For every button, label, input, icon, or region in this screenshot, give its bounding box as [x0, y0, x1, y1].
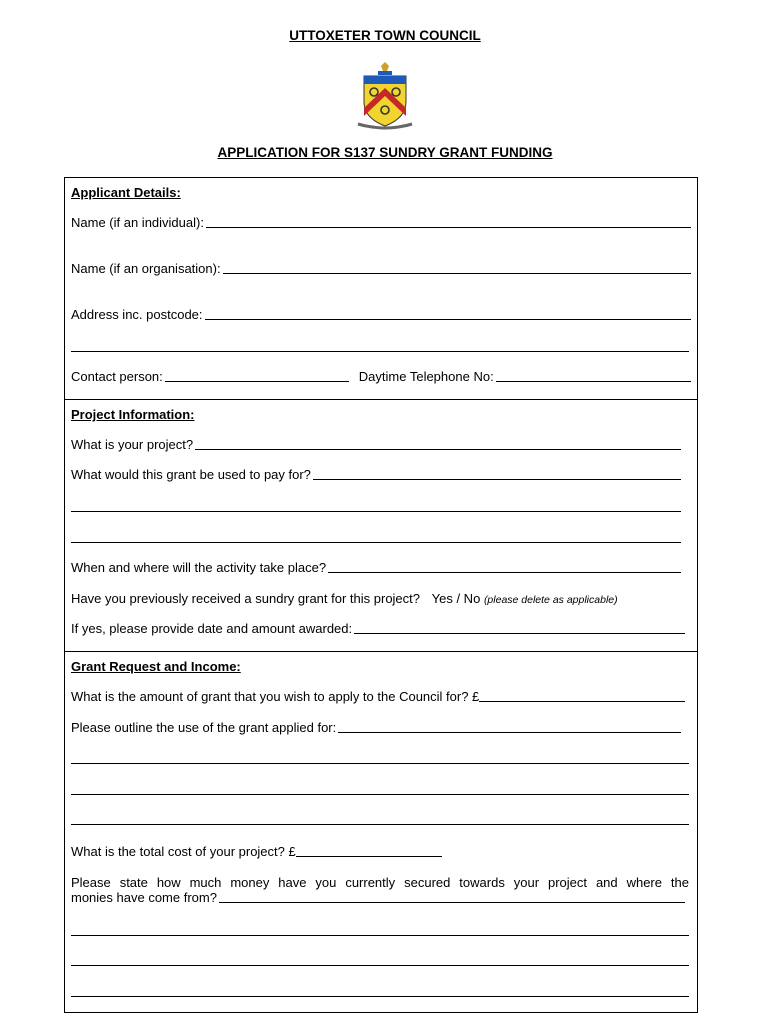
outline-use-field-line-3[interactable]: [71, 794, 689, 795]
address-field-line-2[interactable]: [71, 351, 689, 352]
when-where-label: When and where will the activity take place?: [71, 560, 327, 575]
secured-funds-label: Please state how much money have you currently secured towards your project and where the: [71, 875, 689, 890]
outline-use-field-line-4[interactable]: [71, 824, 689, 825]
grant-use-field[interactable]: [313, 479, 681, 480]
secured-funds-field-line-3[interactable]: [71, 965, 689, 966]
council-name-heading: UTTOXETER TOWN COUNCIL: [289, 28, 481, 43]
grant-amount-label: What is the amount of grant that you wish to apply to the Council for? £: [71, 689, 480, 704]
address-label: Address inc. postcode:: [71, 307, 203, 322]
total-cost-label: What is the total cost of your project? £: [71, 844, 296, 859]
outline-use-field[interactable]: [338, 732, 681, 733]
name-individual-label: Name (if an individual):: [71, 215, 204, 230]
previous-grant-label: Have you previously received a sundry grant for this project?: [71, 591, 421, 606]
secured-funds-field[interactable]: [219, 902, 685, 903]
grant-use-label: What would this grant be used to pay for?: [71, 467, 311, 482]
contact-person-label: Contact person:: [71, 369, 163, 384]
name-organisation-field[interactable]: [223, 273, 691, 274]
contact-person-field[interactable]: [165, 381, 349, 382]
section-divider: [65, 651, 697, 652]
previous-award-field[interactable]: [354, 633, 685, 634]
when-where-field[interactable]: [328, 572, 681, 573]
applicant-details-heading: Applicant Details:: [71, 185, 181, 200]
crest-stag-icon: [378, 62, 392, 75]
form-title: APPLICATION FOR S137 SUNDRY GRANT FUNDING: [217, 145, 553, 160]
secured-funds-field-line-2[interactable]: [71, 935, 689, 936]
secured-funds-field-line-4[interactable]: [71, 996, 689, 997]
grant-request-heading: Grant Request and Income:: [71, 659, 241, 674]
name-individual-field[interactable]: [206, 227, 691, 228]
total-cost-field[interactable]: [296, 856, 442, 857]
project-information-heading: Project Information:: [71, 407, 195, 422]
grant-use-field-line-2[interactable]: [71, 511, 681, 512]
what-project-label: What is your project?: [71, 437, 194, 452]
grant-amount-field[interactable]: [479, 701, 685, 702]
daytime-phone-field[interactable]: [496, 381, 691, 382]
if-yes-label: If yes, please provide date and amount awarded:: [71, 621, 353, 636]
name-organisation-label: Name (if an organisation):: [71, 261, 221, 276]
secured-funds-label-continued: monies have come from?: [71, 890, 217, 905]
delete-note: (please delete as applicable): [483, 594, 618, 606]
daytime-phone-label: Daytime Telephone No:: [358, 369, 494, 384]
outline-use-field-line-2[interactable]: [71, 763, 689, 764]
what-project-field[interactable]: [195, 449, 681, 450]
address-field[interactable]: [205, 319, 691, 320]
council-crest-icon: [356, 62, 414, 130]
grant-use-field-line-3[interactable]: [71, 542, 681, 543]
yes-no-option[interactable]: Yes / No: [431, 591, 481, 606]
section-divider: [65, 399, 697, 400]
outline-use-label: Please outline the use of the grant applied for:: [71, 720, 337, 735]
grant-application-form: [64, 177, 698, 1013]
